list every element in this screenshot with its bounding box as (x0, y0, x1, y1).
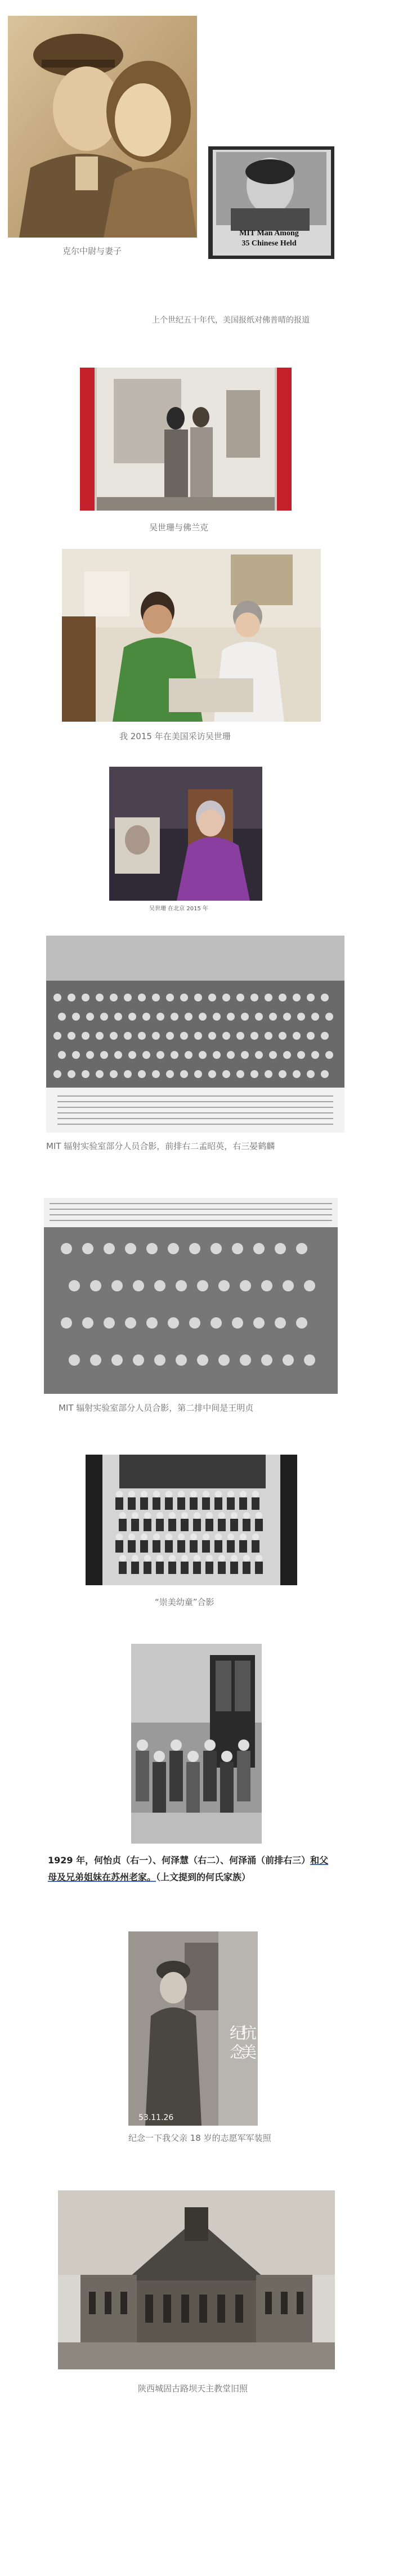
wu-frank-photo (80, 368, 292, 511)
mit-group-photo-1 (46, 936, 344, 1133)
newspaper-headline-line-1: MIT Man Among (239, 229, 299, 238)
newspaper-clipping (208, 146, 334, 259)
caption-mit-lab-1: MIT 辐射实验室部分人员合影，前排右二孟昭英，右三晏鹤麟 (46, 1141, 275, 1151)
church-photo (58, 2190, 335, 2369)
wu-small-photo (109, 767, 262, 901)
svg-text:念: 念 (230, 2043, 246, 2061)
family-1929-photo (131, 1644, 262, 1844)
caption-church: 陕西城固古路坝天主教堂旧照 (138, 2383, 248, 2394)
soldier-date: 53.11.26 (138, 2113, 174, 2122)
svg-text:纪: 纪 (230, 2024, 246, 2042)
svg-text:美: 美 (241, 2043, 257, 2061)
visit-2015-photo (62, 549, 321, 722)
caption-family-1929 (48, 1852, 363, 1886)
caption-family-1929-part-a: 1929 年，何怡贞（右一）、何泽慧（右二）、何泽涌（前排右三） (48, 1855, 311, 1866)
mit-group-photo-2 (44, 1198, 338, 1394)
caption-family-1929-part-d: （上文提到的何氏家族） (156, 1872, 251, 1882)
caption-kindergarten: “崇美幼童”合影 (155, 1597, 214, 1607)
newspaper-headline-line-2: 35 Chinese Held (241, 239, 297, 248)
kindergarten-photo (86, 1455, 297, 1585)
soldier-inscription (230, 2024, 257, 2061)
caption-wu-small: 吴世珊 在北京 2015 年 (149, 906, 208, 912)
caption-family-1929-part-c: 母及兄弟姐妹在苏州老家。 (48, 1872, 156, 1882)
caption-newspaper: 上个世纪五十年代，美国报纸对佛普晴的报道 (152, 316, 310, 325)
soldier-photo (128, 1931, 258, 2126)
caption-family-1929-part-b: 和父 (310, 1855, 329, 1866)
caption-soldier: 纪念一下我父亲 18 岁的志愿军军装照 (128, 2133, 271, 2143)
caption-visit-2015: 我 2015 年在美国采访吴世珊 (119, 731, 231, 741)
couple-photo (8, 16, 197, 238)
svg-text:抗: 抗 (241, 2024, 257, 2042)
caption-mit-lab-2: MIT 辐射实验室部分人员合影，第二排中间是王明贞 (59, 1403, 254, 1413)
caption-couple: 克尔中尉与妻子 (62, 246, 122, 256)
caption-wu-frank: 吴世珊与佛兰克 (149, 522, 209, 533)
